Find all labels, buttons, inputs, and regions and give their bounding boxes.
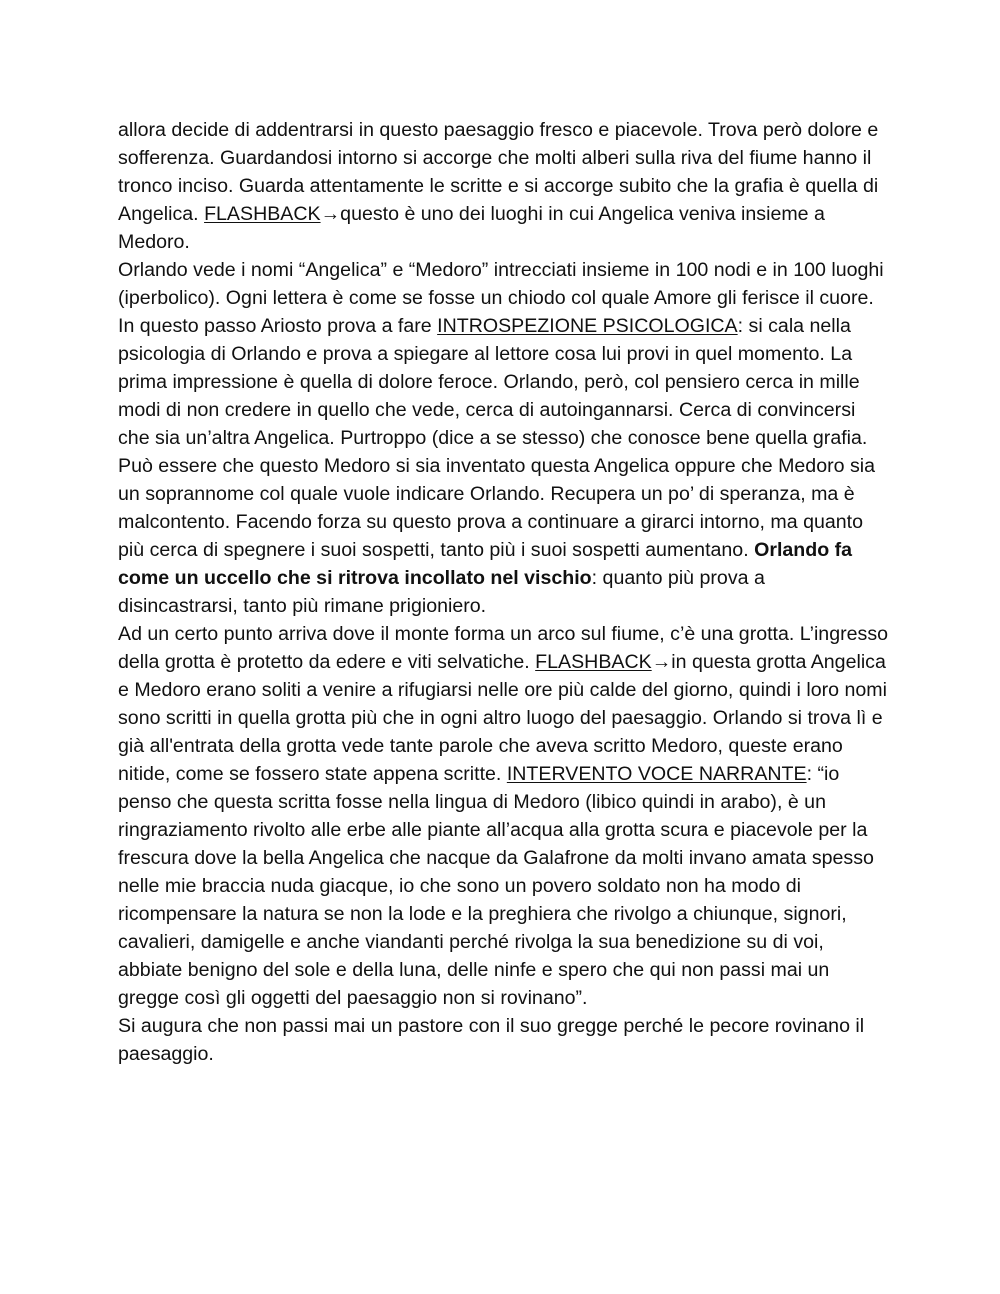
text-run: In questo passo Ariosto prova a fare	[118, 315, 438, 337]
flashback-label: FLASHBACK	[204, 203, 321, 225]
text-run: →questo è uno dei luoghi in cui Angelica veniva insieme a Medoro.	[118, 203, 825, 253]
text-run: : quanto più prova a disincastrarsi, tanto più rimane prigioniero.	[118, 567, 765, 617]
paragraph-1	[118, 116, 888, 256]
paragraph-4	[118, 620, 888, 1012]
document-body	[118, 116, 888, 1068]
text-run: →in questa grotta Angelica e Medoro erano soliti a venire a rifugiarsi nelle ore più calde del giorno, quindi i loro nomi sono scritti in quella grotta più che in ogni altro luogo del paesaggio. Orlando si trova lì e già all'entrata della grotta vede tante parole che aveva scritto Medoro, queste erano nitide, come se fossero state appena scritte.	[118, 651, 887, 785]
paragraph-3	[118, 312, 888, 620]
flashback-label: FLASHBACK	[535, 651, 652, 673]
text-run: Orlando vede i nomi “Angelica” e “Medoro” intrecciati insieme in 100 nodi e in 100 luoghi (iperbolico). Ogni lettera è come se fosse un chiodo col quale Amore gli ferisce il cuore.	[118, 259, 884, 309]
paragraph-5	[118, 1012, 888, 1068]
text-run: : si cala nella psicologia di Orlando e prova a spiegare al lettore cosa lui provi in quel momento. La prima impressione è quella di dolore feroce. Orlando, però, col pensiero cerca in mille modi di non credere in quello che vede, cerca di autoingannarsi. Cerca di convincersi che sia un’altra Angelica. Purtroppo (dice a se stesso) che conosce bene quella grafia. Può essere che questo Medoro si sia inventato questa Angelica oppure che Medoro sia un soprannome col quale vuole indicare Orlando. Recupera un po’ di speranza, ma è malcontento. Facendo forza su questo prova a continuare a girarci intorno, ma quanto più cerca di spegnere i suoi sospetti, tanto più i suoi sospetti aumentano.	[118, 315, 876, 561]
voce-narrante-label: INTERVENTO VOCE NARRANTE	[506, 763, 807, 785]
introspezione-label: INTROSPEZIONE PSICOLOGICA	[437, 315, 738, 337]
paragraph-2	[118, 256, 888, 312]
text-run: allora decide di addentrarsi in questo paesaggio fresco e piacevole. Trova però dolore e sofferenza. Guardandosi intorno si accorge che molti alberi sulla riva del fiume hanno il tronco inciso. Guarda attentamente le scritte e si accorge subito che la grafia è quella di Angelica.	[118, 119, 879, 225]
text-run: Si augura che non passi mai un pastore con il suo gregge perché le pecore rovinano il paesaggio.	[118, 1015, 865, 1065]
bold-phrase: Orlando fa come un uccello che si ritrova incollato nel vischio	[118, 539, 853, 589]
text-run: Ad un certo punto arriva dove il monte forma un arco sul fiume, c’è una grotta. L’ingresso della grotta è protetto da edere e viti selvatiche.	[118, 623, 889, 673]
text-run: : “io penso che questa scritta fosse nella lingua di Medoro (libico quindi in arabo), è un ringraziamento rivolto alle erbe alle piante all’acqua alla grotta scura e piacevole per la frescura dove la bella Angelica che nacque da Galafrone da molti invano amata spesso nelle mie braccia nuda giacque, io che sono un povero soldato non ha modo di ricompensare la natura se non la lode e la preghiera che rivolgo a chiunque, signori, cavalieri, damigelle e anche viandanti perché rivolga la sua benedizione su di voi, abbiate benigno del sole e della luna, delle ninfe e spero che qui non passi mai un gregge così gli oggetti del paesaggio non si rovinano”.	[118, 763, 874, 1009]
